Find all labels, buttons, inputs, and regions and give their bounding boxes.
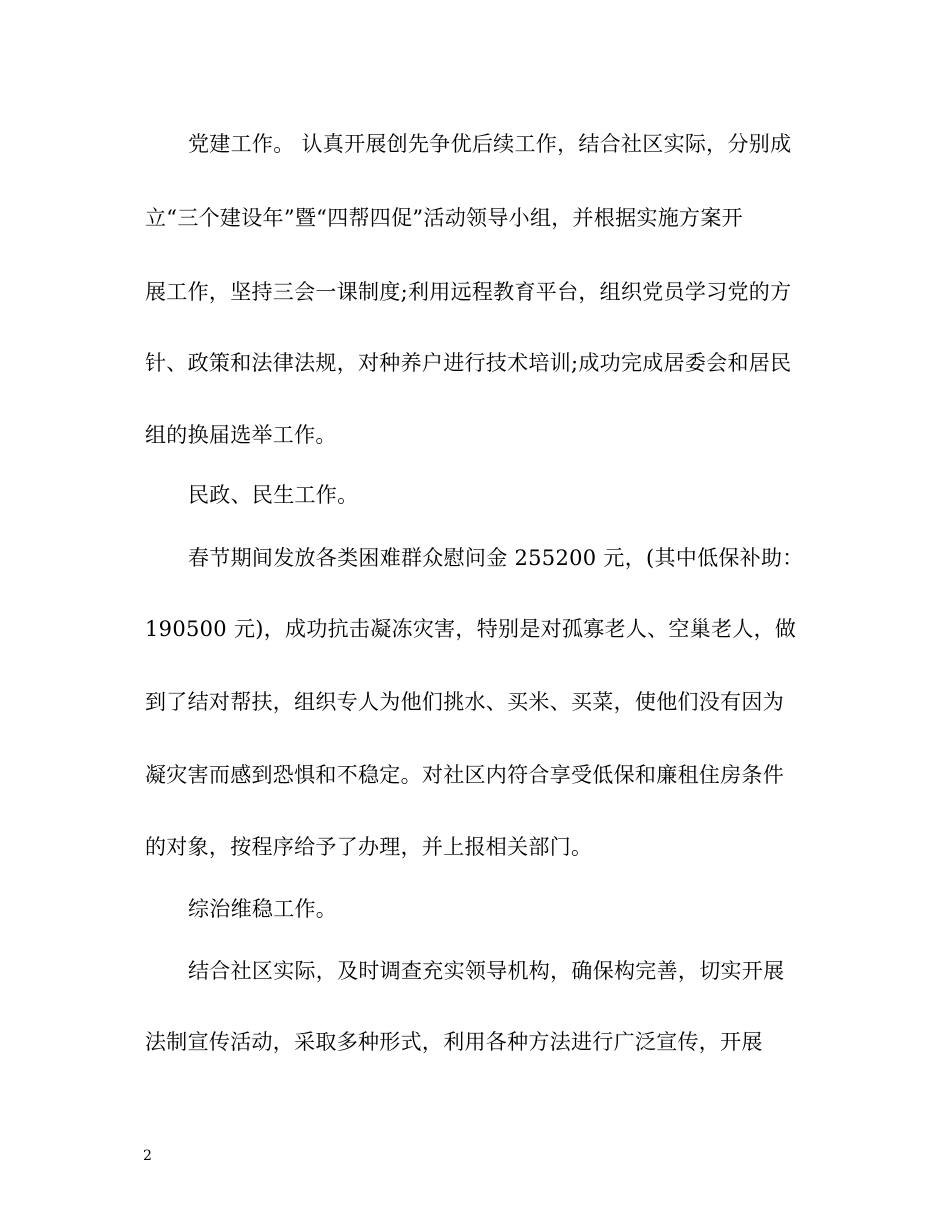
paragraph-civil-affairs-line-4: 凝灾害而感到恐惧和不稳定。对社区内符合享受低保和廉租住房条件 xyxy=(145,763,784,787)
paragraph-civil-affairs-line-5: 的对象，按程序给予了办理，并上报相关部门。 xyxy=(145,835,593,859)
paragraph-party-building-line-2: 立“三个建设年”暨“四帮四促”活动领导小组，并根据实施方案开 xyxy=(145,206,743,230)
paragraph-party-building-line-3: 展工作，坚持三会一课制度;利用远程教育平台，组织党员学习党的方 xyxy=(145,280,792,304)
paragraph-civil-affairs-line-1: 春节期间发放各类困难群众慰问金 255200 元，(其中低保补助： xyxy=(188,546,804,570)
paragraph-party-building-line-5: 组的换届选举工作。 xyxy=(145,423,337,447)
paragraph-civil-affairs-line-2: 190500 元)，成功抗击凝冻灾害，特别是对孤寡老人、空巢老人，做 xyxy=(145,617,797,641)
paragraph-stability-line-2: 法制宣传活动，采取多种形式，利用各种方法进行广泛宣传，开展 xyxy=(145,1030,763,1054)
paragraph-stability-line-1: 结合社区实际，及时调查充实领导机构，确保构完善，切实开展 xyxy=(188,959,785,983)
paragraph-civil-affairs-line-3: 到了结对帮扶，组织专人为他们挑水、买米、买菜，使他们没有因为 xyxy=(145,690,784,714)
heading-civil-affairs: 民政、民生工作。 xyxy=(188,483,359,507)
paragraph-party-building-line-1: 党建工作。 认真开展创先争优后续工作，结合社区实际，分别成 xyxy=(188,132,792,156)
heading-stability: 综治维稳工作。 xyxy=(188,897,338,921)
page-number: 2 xyxy=(143,1148,152,1164)
paragraph-party-building-line-4: 针、政策和法律法规，对种养户进行技术培训;成功完成居委会和居民 xyxy=(145,351,792,375)
